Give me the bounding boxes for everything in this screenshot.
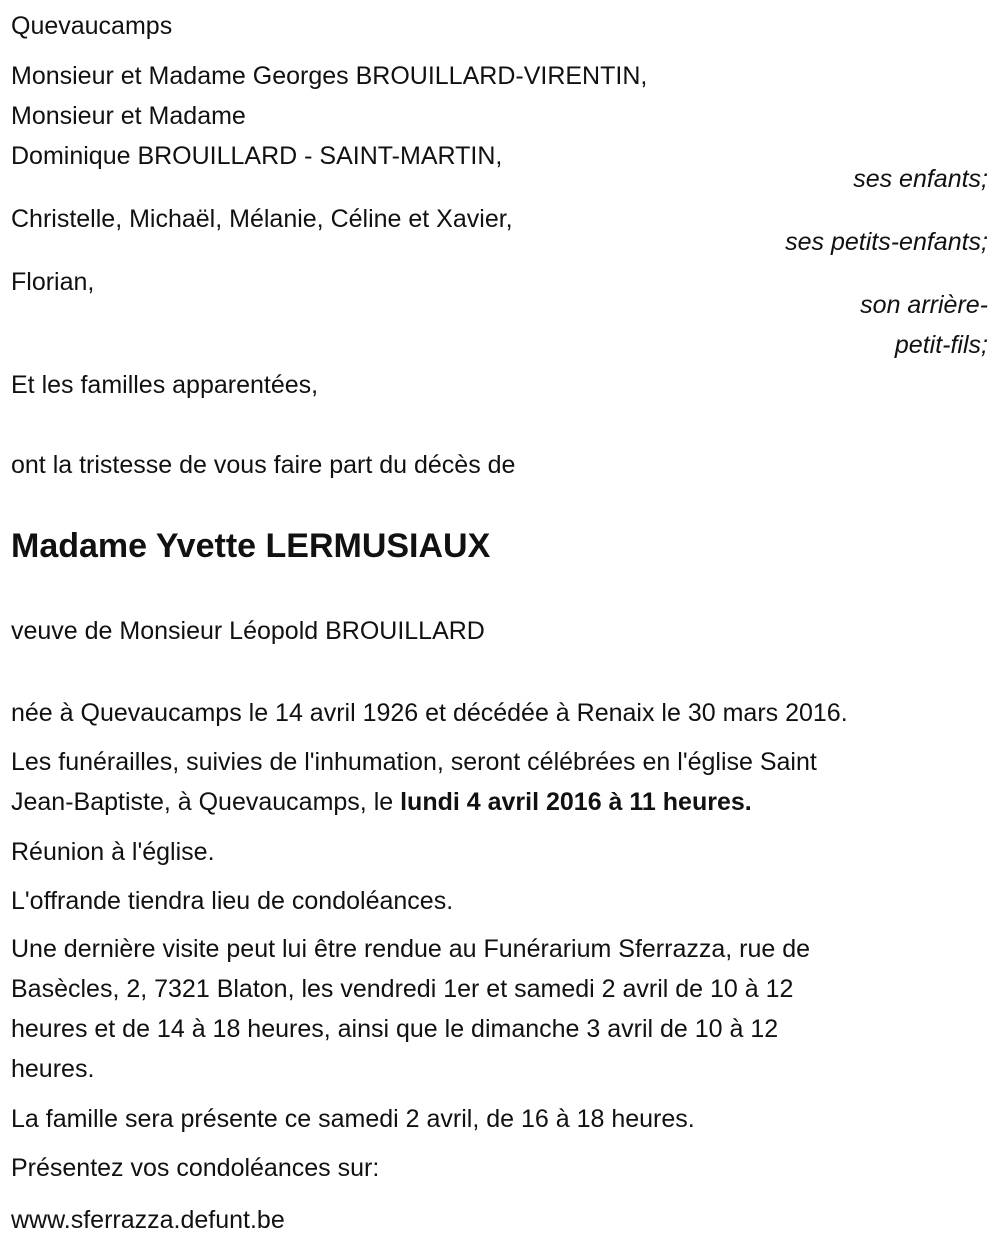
children-line: Monsieur et Madame bbox=[11, 102, 246, 130]
grandchildren-names: Christelle, Michaël, Mélanie, Céline et Xavier, bbox=[11, 205, 513, 233]
family-present: La famille sera présente ce samedi 2 avril, de 16 à 18 heures. bbox=[11, 1105, 695, 1133]
town: Quevaucamps bbox=[11, 12, 173, 40]
announcement: ont la tristesse de vous faire part du décès de bbox=[11, 451, 516, 479]
great-grandchildren-names: Florian, bbox=[11, 268, 95, 296]
birth-death: née à Quevaucamps le 14 avril 1926 et décédée à Renaix le 30 mars 2016. bbox=[11, 699, 848, 727]
families: Et les familles apparentées, bbox=[11, 371, 319, 399]
funeral-line: Les funérailles, suivies de l'inhumation, seront célébrées en l'église Saint bbox=[11, 748, 817, 776]
children-line: Dominique BROUILLARD - SAINT-MARTIN, bbox=[11, 142, 503, 170]
great-grandchildren-role: petit-fils; bbox=[894, 331, 988, 359]
great-grandchildren-role: son arrière- bbox=[860, 291, 988, 319]
meeting: Réunion à l'église. bbox=[11, 838, 215, 866]
funeral-line bbox=[11, 787, 752, 817]
children-line: Monsieur et Madame Georges BROUILLARD-VIRENTIN, bbox=[11, 62, 648, 90]
deceased-name: Madame Yvette LERMUSIAUX bbox=[11, 527, 491, 565]
visit-line: heures et de 14 à 18 heures, ainsi que le dimanche 3 avril de 10 à 12 bbox=[11, 1015, 779, 1043]
visit-line: Basècles, 2, 7321 Blaton, les vendredi 1er et samedi 2 avril de 10 à 12 bbox=[11, 975, 794, 1003]
website-link[interactable]: www.sferrazza.defunt.be bbox=[11, 1206, 285, 1234]
visit-line: Une dernière visite peut lui être rendue au Funérarium Sferrazza, rue de bbox=[11, 935, 811, 963]
children-role: ses enfants; bbox=[853, 165, 988, 193]
visit-line: heures. bbox=[11, 1055, 95, 1083]
funeral-text: Jean-Baptiste, à Quevaucamps, le bbox=[11, 788, 401, 816]
condolences-label: Présentez vos condoléances sur: bbox=[11, 1154, 380, 1182]
offering: L'offrande tiendra lieu de condoléances. bbox=[11, 887, 454, 915]
funeral-date: lundi 4 avril 2016 à 11 heures. bbox=[400, 788, 752, 816]
widow-of: veuve de Monsieur Léopold BROUILLARD bbox=[11, 617, 485, 645]
grandchildren-role: ses petits-enfants; bbox=[785, 228, 988, 256]
